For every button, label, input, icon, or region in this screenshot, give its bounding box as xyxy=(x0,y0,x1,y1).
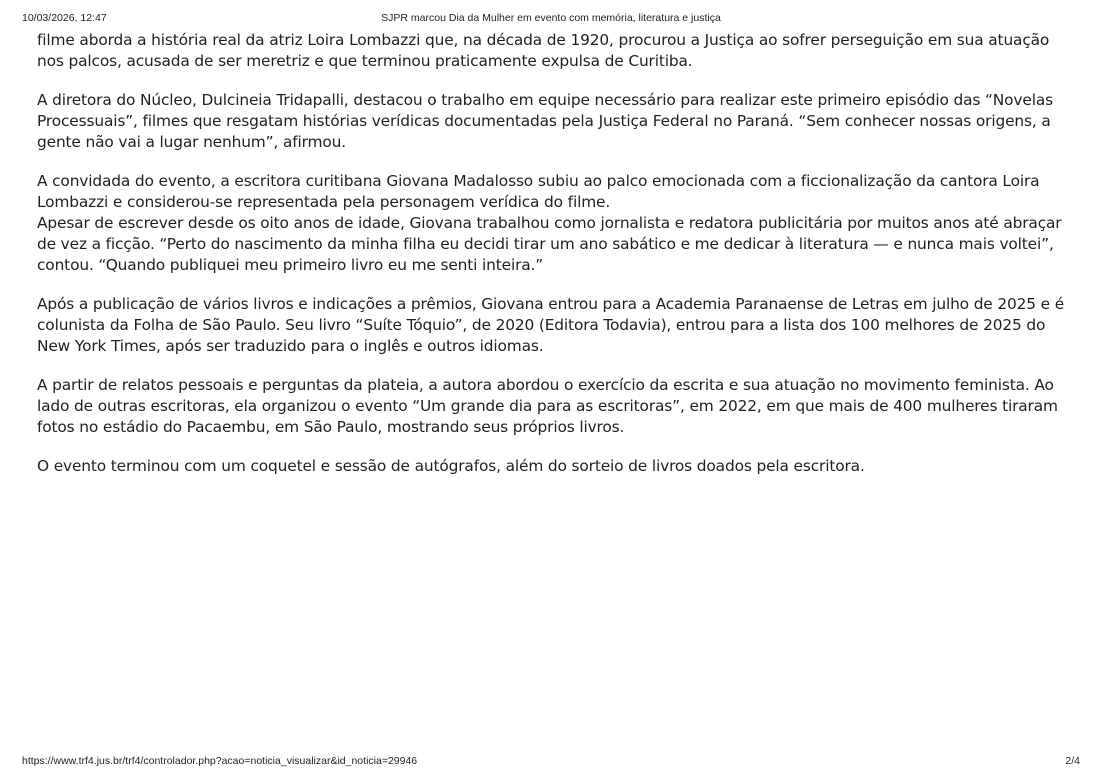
article-paragraph: filme aborda a história real da atriz Loira Lombazzi que, na década de 1920, procurou a Justiça ao sofrer perseguição em sua atuação nos palcos, acusada de ser meretriz e que terminou praticamente expulsa de Curitiba. xyxy=(37,31,1050,70)
article-paragraph: A diretora do Núcleo, Dulcineia Tridapalli, destacou o trabalho em equipe necessário para realizar este primeiro episódio das “Novelas Processuais”, filmes que resgatam histórias verídicas documentadas pela Justiça Federal no Paraná. “Sem conhecer nossas origens, a gente não vai a lugar nenhum”, afirmou. xyxy=(37,91,1053,151)
print-page-title: SJPR marcou Dia da Mulher em evento com memória, literatura e justiça xyxy=(381,12,721,24)
article-body xyxy=(37,30,1069,495)
page-number: 2/4 xyxy=(1065,755,1080,767)
print-url: https://www.trf4.jus.br/trf4/controlador.php?acao=noticia_visualizar&id_noticia=29946 xyxy=(22,755,418,767)
print-footer xyxy=(22,754,1080,768)
print-header xyxy=(22,11,1080,25)
article-paragraph: A convidada do evento, a escritora curitibana Giovana Madalosso subiu ao palco emocionada com a ficcionalização da cantora Loira Lombazzi e considerou-se representada pela personagem verídica do filme. xyxy=(37,172,1040,211)
article-paragraph: A partir de relatos pessoais e perguntas da plateia, a autora abordou o exercício da escrita e sua atuação no movimento feminista. Ao lado de outras escritoras, ela organizou o evento “Um grande dia para as escritoras”, em 2022, em que mais de 400 mulheres tiraram fotos no estádio do Pacaembu, em São Paulo, mostrando seus próprios livros. xyxy=(37,376,1058,436)
article-paragraph: Após a publicação de vários livros e indicações a prêmios, Giovana entrou para a Academia Paranaense de Letras em julho de 2025 e é colunista da Folha de São Paulo. Seu livro “Suíte Tóquio”, de 2020 (Editora Todavia), entrou para a lista dos 100 melhores de 2025 do New York Times, após ser traduzido para o inglês e outros idiomas. xyxy=(37,295,1065,355)
article-paragraph: Apesar de escrever desde os oito anos de idade, Giovana trabalhou como jornalista e redatora publicitária por muitos anos até abraçar de vez a ficção. “Perto do nascimento da minha filha eu decidi tirar um ano sabático e me dedicar à literatura — e nunca mais voltei”, contou. “Quando publiquei meu primeiro livro eu me senti inteira.” xyxy=(37,214,1062,274)
article-paragraph: O evento terminou com um coquetel e sessão de autógrafos, além do sorteio de livros doados pela escritora. xyxy=(37,457,865,475)
print-date: 10/03/2026, 12:47 xyxy=(22,12,107,24)
